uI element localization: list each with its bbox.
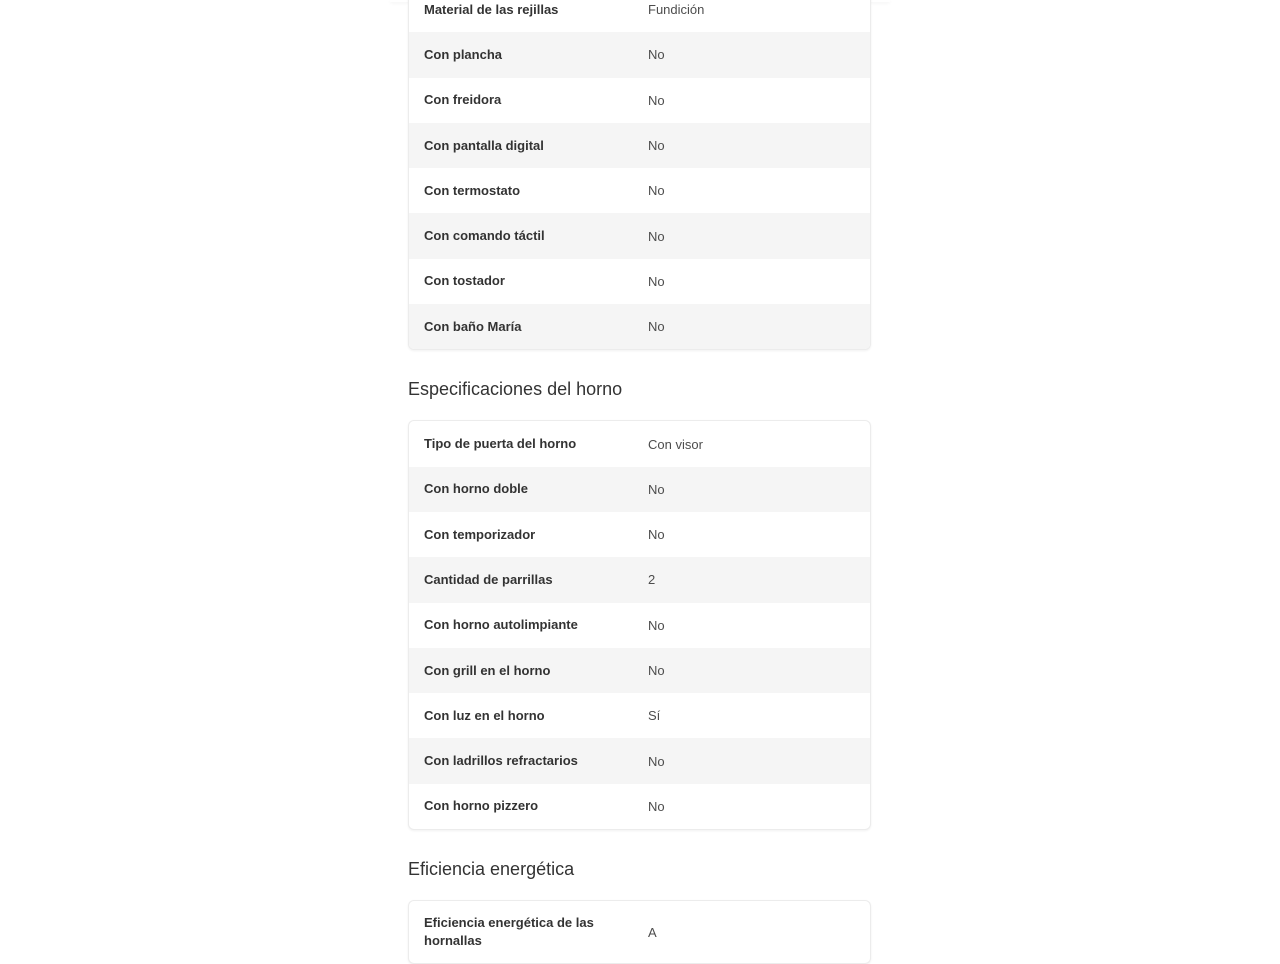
spec-row xyxy=(409,603,870,648)
spec-row xyxy=(409,738,870,783)
spec-table-oven xyxy=(408,420,871,830)
spec-value: No xyxy=(648,92,665,108)
spec-key: Con horno doble xyxy=(424,481,528,497)
spec-value: Fundición xyxy=(648,2,705,18)
spec-value: No xyxy=(648,753,665,769)
spec-row xyxy=(409,467,870,512)
spec-value: No xyxy=(648,273,665,289)
spec-value: A xyxy=(648,924,657,940)
specs-column xyxy=(408,0,871,964)
spec-value: Con visor xyxy=(648,436,703,452)
spec-row xyxy=(409,512,870,557)
spec-row xyxy=(409,304,870,349)
spec-key: Con temporizador xyxy=(424,526,536,542)
spec-key: Con comando táctil xyxy=(424,228,545,244)
spec-value: Sí xyxy=(648,708,661,724)
spec-row xyxy=(409,123,870,168)
spec-value: No xyxy=(648,228,665,244)
spec-row xyxy=(409,648,870,693)
spec-key: Con baño María xyxy=(424,318,522,334)
spec-value: No xyxy=(648,319,665,335)
spec-key: Con ladrillos refractarios xyxy=(424,753,578,769)
spec-key: Tipo de puerta del horno xyxy=(424,436,577,452)
spec-value: No xyxy=(648,527,665,543)
spec-key: Con horno pizzero xyxy=(424,798,539,814)
spec-key: Con horno autolimpiante xyxy=(424,617,578,633)
spec-value: No xyxy=(648,183,665,199)
spec-row xyxy=(409,168,870,213)
spec-value: 2 xyxy=(648,572,656,588)
spec-row xyxy=(409,421,870,466)
spec-row xyxy=(409,901,870,963)
spec-key: Con termostato xyxy=(424,182,521,198)
spec-value: No xyxy=(648,138,665,154)
spec-value: No xyxy=(648,617,665,633)
section-title-energy: Eficiencia energética xyxy=(408,859,575,880)
spec-key: Eficiencia energética de las hornallas xyxy=(424,915,594,949)
spec-key: Con plancha xyxy=(424,46,503,62)
spec-value: No xyxy=(648,47,665,63)
spec-row xyxy=(409,259,870,304)
spec-value: No xyxy=(648,798,665,814)
spec-key: Con freidora xyxy=(424,92,502,108)
spec-value: No xyxy=(648,481,665,497)
spec-key: Con luz en el horno xyxy=(424,707,545,723)
spec-row xyxy=(409,78,870,123)
section-title-oven: Especificaciones del horno xyxy=(408,379,623,400)
spec-row xyxy=(409,693,870,738)
spec-row xyxy=(409,32,870,77)
spec-row xyxy=(409,0,870,32)
spec-row xyxy=(409,213,870,258)
spec-value: No xyxy=(648,663,665,678)
spec-row xyxy=(409,784,870,829)
spec-key: Cantidad de parrillas xyxy=(424,571,553,587)
spec-table-general xyxy=(408,0,871,350)
spec-key: Con pantalla digital xyxy=(424,137,544,153)
spec-key: Con grill en el horno xyxy=(424,662,551,678)
spec-table-energy xyxy=(408,900,871,964)
spec-key: Material de las rejillas xyxy=(424,1,559,17)
spec-key: Con tostador xyxy=(424,273,505,289)
spec-row xyxy=(409,557,870,602)
